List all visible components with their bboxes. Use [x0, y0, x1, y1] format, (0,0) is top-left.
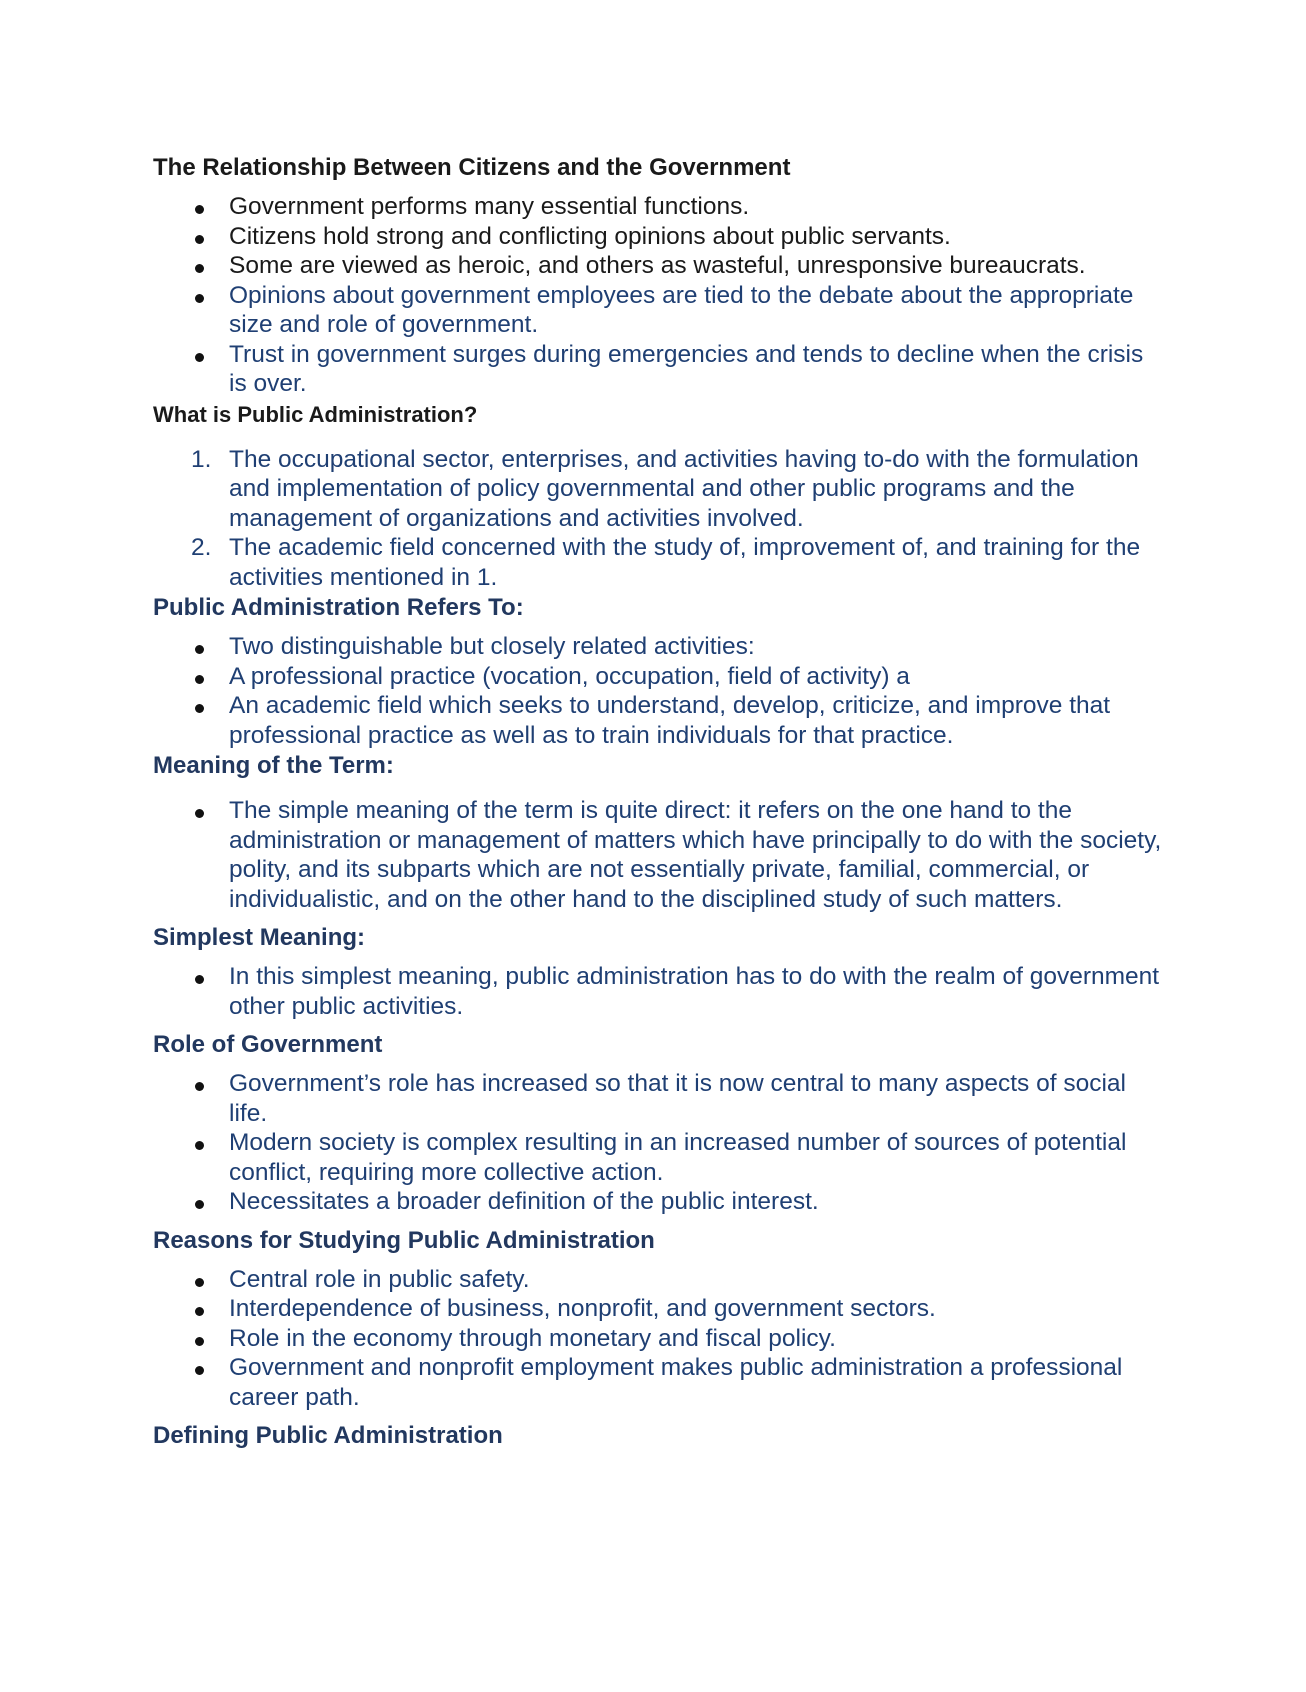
bullet-icon: [195, 975, 204, 984]
bullet-icon: [195, 1200, 204, 1209]
section-heading: What is Public Administration?: [153, 401, 478, 427]
bullet-list: [153, 192, 1163, 399]
section-heading: Meaning of the Term:: [153, 752, 394, 779]
bullet-icon: [195, 1082, 204, 1091]
list-item: Modern society is complex resulting in an increased number of sources of potential conflict, requiring more collective action.: [153, 1128, 1163, 1187]
bullet-icon: [195, 205, 204, 214]
list-item: Trust in government surges during emergencies and tends to decline when the crisis is over.: [153, 340, 1163, 399]
bullet-icon: [195, 264, 204, 273]
bullet-icon: [195, 294, 204, 303]
list-item: Central role in public safety.: [153, 1265, 1163, 1295]
bullet-icon: [195, 1366, 204, 1375]
section-heading: Reasons for Studying Public Administration: [153, 1226, 655, 1254]
list-item: Role in the economy through monetary and fiscal policy.: [153, 1324, 1163, 1354]
list-item: A professional practice (vocation, occupation, field of activity) a: [153, 662, 1163, 692]
list-item: Citizens hold strong and conflicting opinions about public servants.: [153, 222, 1163, 252]
list-item: Two distinguishable but closely related activities:: [153, 632, 1163, 662]
bullet-icon: [195, 1307, 204, 1316]
bullet-list: [153, 796, 1163, 914]
bullet-icon: [195, 645, 204, 654]
list-item: Some are viewed as heroic, and others as wasteful, unresponsive bureaucrats.: [153, 251, 1163, 281]
bullet-icon: [195, 1337, 204, 1346]
list-item: Opinions about government employees are tied to the debate about the appropriate size and role of government.: [153, 281, 1163, 340]
list-item: Government and nonprofit employment makes public administration a professional career path.: [153, 1353, 1163, 1412]
list-number: 2.: [191, 534, 212, 561]
bullet-icon: [195, 1278, 204, 1287]
bullet-icon: [195, 353, 204, 362]
numbered-list: [153, 445, 1163, 593]
list-item: Interdependence of business, nonprofit, and government sectors.: [153, 1294, 1163, 1324]
list-item: 2. The academic field concerned with the study of, improvement of, and training for the activities mentioned in 1.: [191, 534, 1141, 591]
section-heading: Role of Government: [153, 1031, 383, 1058]
bullet-icon: [195, 809, 204, 818]
list-item: Government performs many essential functions.: [153, 192, 1163, 222]
section-heading: Simplest Meaning:: [153, 924, 366, 951]
section-heading: Public Administration Refers To:: [153, 594, 524, 621]
section-heading: The Relationship Between Citizens and the Government: [153, 154, 791, 181]
list-item: Necessitates a broader definition of the public interest.: [153, 1187, 1163, 1217]
list-item: In this simplest meaning, public administration has to do with the realm of government other public activities.: [153, 962, 1163, 1021]
bullet-icon: [195, 1141, 204, 1150]
list-number: 1.: [191, 445, 212, 473]
section-heading: Defining Public Administration: [153, 1422, 503, 1449]
bullet-list: [153, 962, 1163, 1021]
bullet-icon: [195, 675, 204, 684]
document-page: [153, 152, 1163, 1452]
list-item: The simple meaning of the term is quite direct: it refers on the one hand to the administration or management of matters which have principally to do with the society, polity, and its subparts which are not essentially private, familial, commercial, or individualistic, and on the other hand to the disciplined study of such matters.: [153, 796, 1163, 914]
list-item: 1. The occupational sector, enterprises, and activities having to-do with the formulation and implementation of policy governmental and other public programs and the management of organizations and activities involved.: [191, 445, 1139, 532]
bullet-list: [153, 632, 1163, 750]
bullet-list: [153, 1265, 1163, 1413]
list-item: Government’s role has increased so that it is now central to many aspects of social life.: [153, 1069, 1163, 1128]
bullet-list: [153, 1069, 1163, 1217]
bullet-icon: [195, 704, 204, 713]
bullet-icon: [195, 235, 204, 244]
list-item: An academic field which seeks to understand, develop, criticize, and improve that professional practice as well as to train individuals for that practice.: [153, 691, 1163, 750]
